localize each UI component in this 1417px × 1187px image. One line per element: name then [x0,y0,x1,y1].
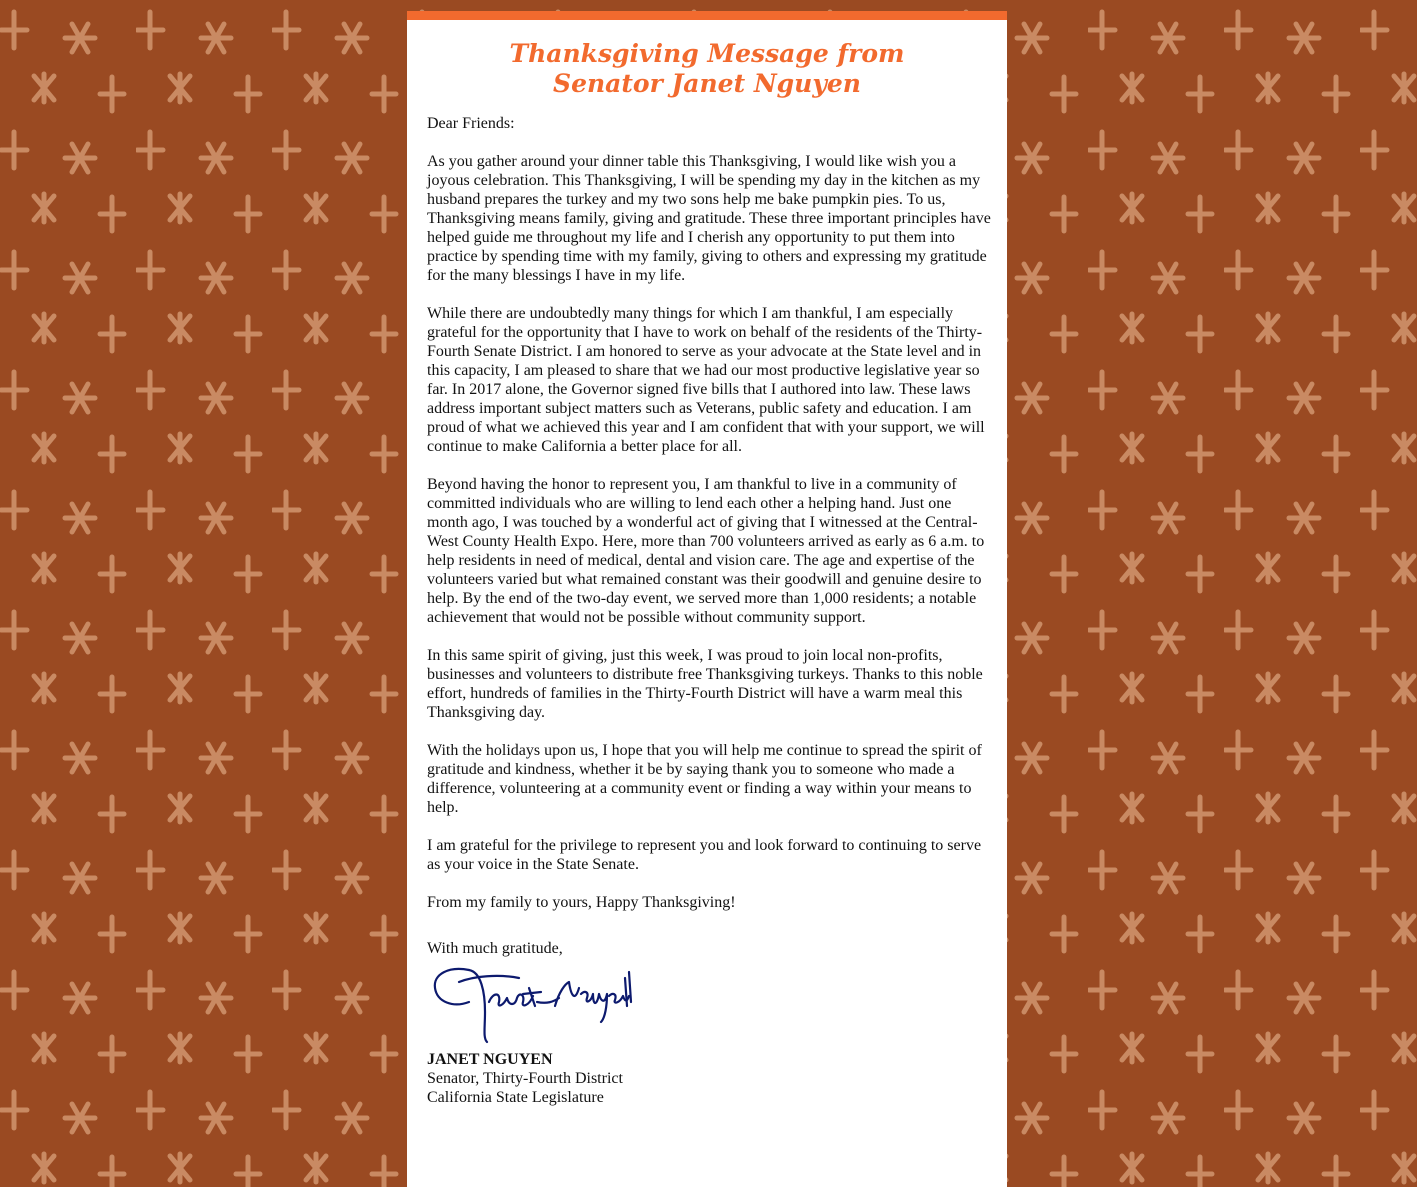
paragraph: I am grateful for the privilege to represent you and look forward to continuing to serve as your voice in the State Senate. [427,837,982,873]
paragraph: As you gather around your dinner table this Thanksgiving, I would like wish you a joyous celebration. This Thanksgiving, I will be spending my day in the kitchen as my husband prepares the turkey and my two sons help me bake pumpkin pies. To us, Thanksgiving means family, giving and gratitude. These three important principles have helped guide me throughout my life and I cherish any opportunity to put them into practice by spending time with my family, giving to others and expressing my gratitude for the many blessings I have in my life. [427,153,991,284]
paragraph: While there are undoubtedly many things for which I am thankful, I am especially grateful for the opportunity that I have to work on behalf of the residents of the Thirty-Fourth Senate District. I am honored to serve as your advocate at the State level and in this capacity, I am pleased to share that we had our most productive legislative year so far. In 2017 alone, the Governor signed five bills that I authored into law. These laws address important subject matters such as Veterans, public safety and education. I am proud of what we achieved this year and I am confident that with your support, we will continue to make California a better place for all. [427,305,985,455]
title-line-1: Thanksgiving Message from [509,39,905,68]
signature-image [429,962,639,1046]
paragraph: Beyond having the honor to represent you, I am thankful to live in a community of committed individuals who are willing to lend each other a helping hand. Just one month ago, I was touched by a wonderful act of giving that I witnessed at the Central-West County Health Expo. Here, more than 700 volunteers arrived as early as 6 a.m. to help residents in need of medical, dental and vision care. The age and expertise of the volunteers varied but what remained constant was their goodwill and genuine desire to help. By the end of the two-day event, we served more than 1,000 residents; a notable achievement that would not be possible without community support. [427,476,985,626]
greeting: Dear Friends: [427,115,515,132]
signer-title: Senator, Thirty-Fourth District [427,1070,623,1087]
letter-body [427,114,992,1107]
title-line-2: Senator Janet Nguyen [553,69,861,98]
signer-name: JANET NGUYEN [427,1051,553,1068]
paragraph: With the holidays upon us, I hope that you will help me continue to spread the spirit of gratitude and kindness, whether it be by saying thank you to someone who made a difference, volunteering at a community event or finding a way within your means to help. [427,742,982,816]
signer-organization: California State Legislature [427,1089,604,1106]
paragraph: From my family to yours, Happy Thanksgiving! [427,894,736,911]
paragraph: In this same spirit of giving, just this week, I was proud to join local non-profits, businesses and volunteers to distribute free Thanksgiving turkeys. Thanks to this noble effort, hundreds of families in the Thirty-Fourth District will have a warm meal this Thanksgiving day. [427,647,983,721]
letter-panel [407,11,1007,1187]
page-title [407,39,1007,99]
closing: With much gratitude, [427,940,563,957]
